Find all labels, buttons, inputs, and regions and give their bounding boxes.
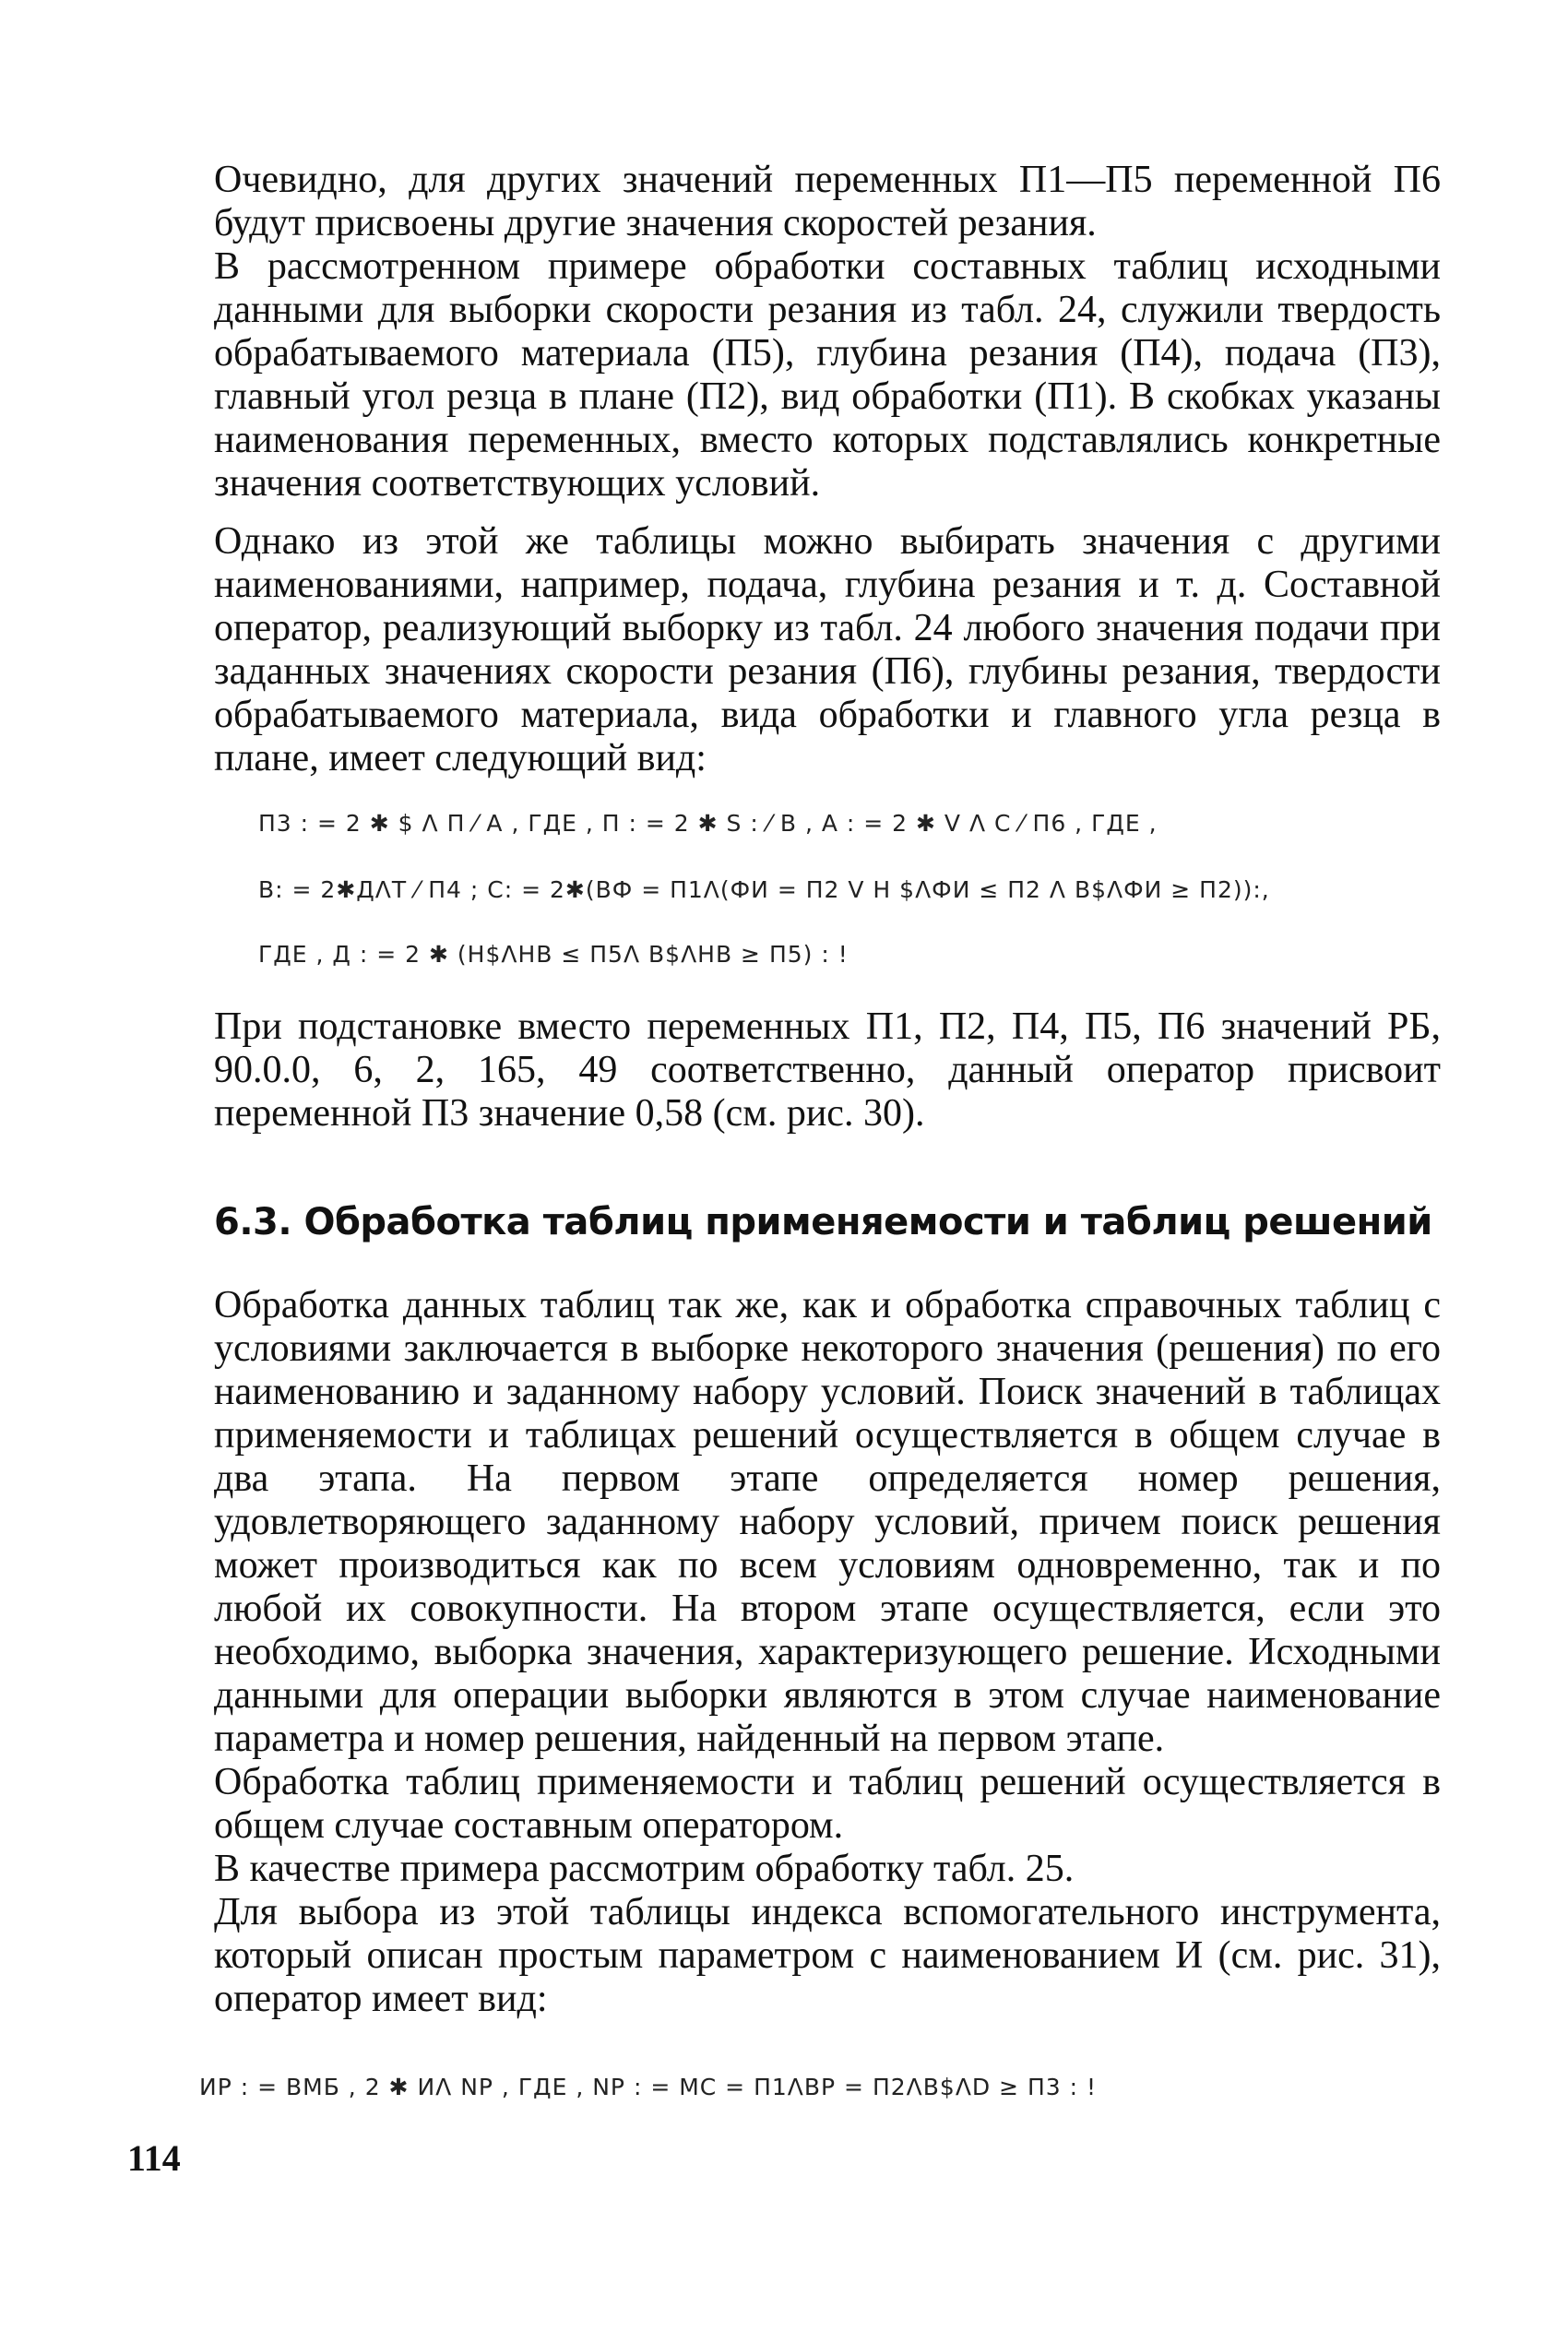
final-operator-line: ИР : = ВМБ , 2 ✱ ИΛ NР , ГДЕ , NР : = МС = П1ΛВР = П2ΛВ$ΛD ≥ П3 : ! — [199, 2074, 1098, 2100]
paragraph-2: В рассмотренном примере обработки составных таблиц исходными данными для выборки скорости резания из табл. 24, служили твердость обрабатываемого материала (П5), глубина резания (П4), подача (П3), главный угол резца в плане (П2), вид обработки (П1). В скобках указаны наименования переменных, вместо которых подставлялись конкретные значения соответствующих условий. — [214, 245, 1441, 505]
operator-line-1: П3 : = 2 ✱ $ Λ П ⁄ А , ГДЕ , П : = 2 ✱ S : ⁄ В , А : = 2 ✱ V Λ С ⁄ П6 , ГДЕ , — [258, 810, 1158, 837]
substitution-paragraph: При подстановке вместо переменных П1, П2, П4, П5, П6 значений РБ, 90.0.0, 6, 2, 165, 49 соответственно, данный оператор присвоит переменной П3 значение 0,58 (см. рис. 30). — [214, 1005, 1441, 1135]
paragraph-5: Обработка таблиц применяемости и таблиц решений осуществляется в общем случае составным оператором. — [214, 1761, 1441, 1847]
paragraph-after-operator — [214, 1005, 1441, 1136]
paragraph-1: Очевидно, для других значений переменных П1—П5 переменной П6 будут присвоены другие значения скоростей резания. — [214, 159, 1441, 244]
paragraph-4: Обработка данных таблиц так же, как и обработка справочных таблиц с условиями заключается в выборке некоторого значения (решения) по его наименованию и заданному набору условий. Поиск значений в таблицах применяемости и таблицах решений осуществляется в общем случае в два этапа. На первом этапе определяется номер решения, удовлетворяющего заданному набору условий, причем поиск решения может производиться как по всем условиям одновременно, так и по любой их совокупности. На втором этапе осуществляется, если это необходимо, выборка значения, характеризующего решение. Исходными данными для операции выборки являются в этом случае наименование параметра и номер решения, найденный на первом этапе. — [214, 1284, 1441, 1760]
operator-line-3: ГДЕ , Д : = 2 ✱ (Н$ΛНВ ≤ П5Λ В$ΛНВ ≥ П5) : ! — [258, 941, 849, 968]
top-text-block — [214, 159, 1441, 780]
section-heading: 6.3. Обработка таблиц применяемости и таблиц решений — [214, 1201, 1432, 1243]
bottom-text-block — [214, 1284, 1441, 2021]
paragraph-7: Для выбора из этой таблицы индекса вспомогательного инструмента, который описан простым параметром с наименованием И (см. рис. 31), оператор имеет вид: — [214, 1891, 1441, 2020]
operator-line-2: В: = 2✱ДΛТ ⁄ П4 ; С: = 2✱(ВФ = П1Λ(ФИ = П2 V Н $ΛФИ ≤ П2 Λ В$ΛФИ ≥ П2)):, — [258, 876, 1270, 903]
paragraph-6: В качестве примера рассмотрим обработку табл. 25. — [214, 1848, 1075, 1890]
paragraph-3: Однако из этой же таблицы можно выбирать значения с другими наименованиями, например, подача, глубина резания и т. д. Составной оператор, реализующий выборку из табл. 24 любого значения подачи при заданных значениях скорости резания (П6), глубины резания, твердости обрабатываемого материала, вида обработки и главного угла резца в плане, имеет следующий вид: — [214, 520, 1441, 779]
page-number: 114 — [127, 2137, 181, 2179]
